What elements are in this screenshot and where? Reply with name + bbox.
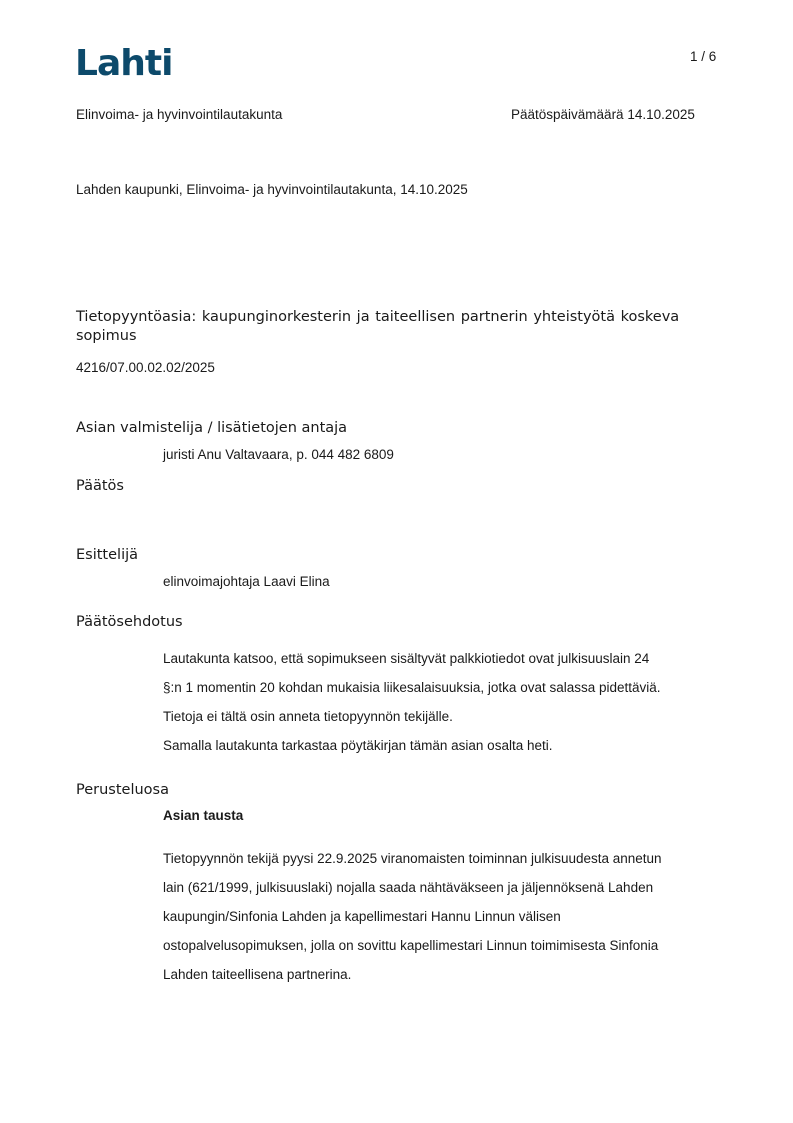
section-heading-preparer: Asian valmistelija / lisätietojen antaja bbox=[76, 420, 348, 436]
rationale-line: kaupungin/Sinfonia Lahden ja kapellimestari Hannu Linnun välisen bbox=[163, 909, 561, 924]
rationale-line: Tietopyynnön tekijä pyysi 22.9.2025 viranomaisten toiminnan julkisuudesta annetun bbox=[163, 851, 662, 866]
section-heading-rationale: Perusteluosa bbox=[76, 782, 169, 798]
rationale-line: lain (621/1999, julkisuuslaki) nojalla saada nähtäväkseen ja jäljennöksenä Lahden bbox=[163, 880, 654, 895]
lahti-logo: Lahti bbox=[75, 43, 173, 84]
section-heading-proposal: Päätösehdotus bbox=[76, 614, 183, 630]
proposal-line: §:n 1 momentin 20 kohdan mukaisia liikesalaisuuksia, jotka ovat salassa pidettäviä. bbox=[163, 680, 661, 695]
rationale-line: ostopalvelusopimuksen, jolla on sovittu kapellimestari Linnun toimimisesta Sinfonia bbox=[163, 938, 659, 953]
rationale-subheading: Asian tausta bbox=[163, 808, 244, 823]
proposal-text bbox=[163, 644, 723, 760]
rationale-line: Lahden taiteellisena partnerina. bbox=[163, 967, 352, 982]
diary-number: 4216/07.00.02.02/2025 bbox=[76, 360, 215, 375]
rationale-text bbox=[163, 844, 723, 989]
section-heading-decision: Päätös bbox=[76, 478, 124, 494]
section-heading-presenter: Esittelijä bbox=[76, 547, 139, 563]
header-body-name: Elinvoima- ja hyvinvointilautakunta bbox=[76, 107, 283, 122]
preparer-value: juristi Anu Valtavaara, p. 044 482 6809 bbox=[163, 447, 394, 462]
proposal-line: Samalla lautakunta tarkastaa pöytäkirjan tämän asian osalta heti. bbox=[163, 738, 553, 753]
header-decision-date: Päätöspäivämäärä 14.10.2025 bbox=[511, 107, 695, 122]
document-title: Tietopyyntöasia: kaupunginorkesterin ja taiteellisen partnerin yhteistyötä koskeva sopimus bbox=[76, 309, 680, 344]
proposal-line: Tietoja ei tältä osin anneta tietopyynnön tekijälle. bbox=[163, 709, 453, 724]
document-subheader: Lahden kaupunki, Elinvoima- ja hyvinvointilautakunta, 14.10.2025 bbox=[76, 182, 468, 197]
presenter-value: elinvoimajohtaja Laavi Elina bbox=[163, 574, 330, 589]
page-number: 1 / 6 bbox=[690, 49, 717, 64]
proposal-line: Lautakunta katsoo, että sopimukseen sisältyvät palkkiotiedot ovat julkisuuslain 24 bbox=[163, 651, 650, 666]
